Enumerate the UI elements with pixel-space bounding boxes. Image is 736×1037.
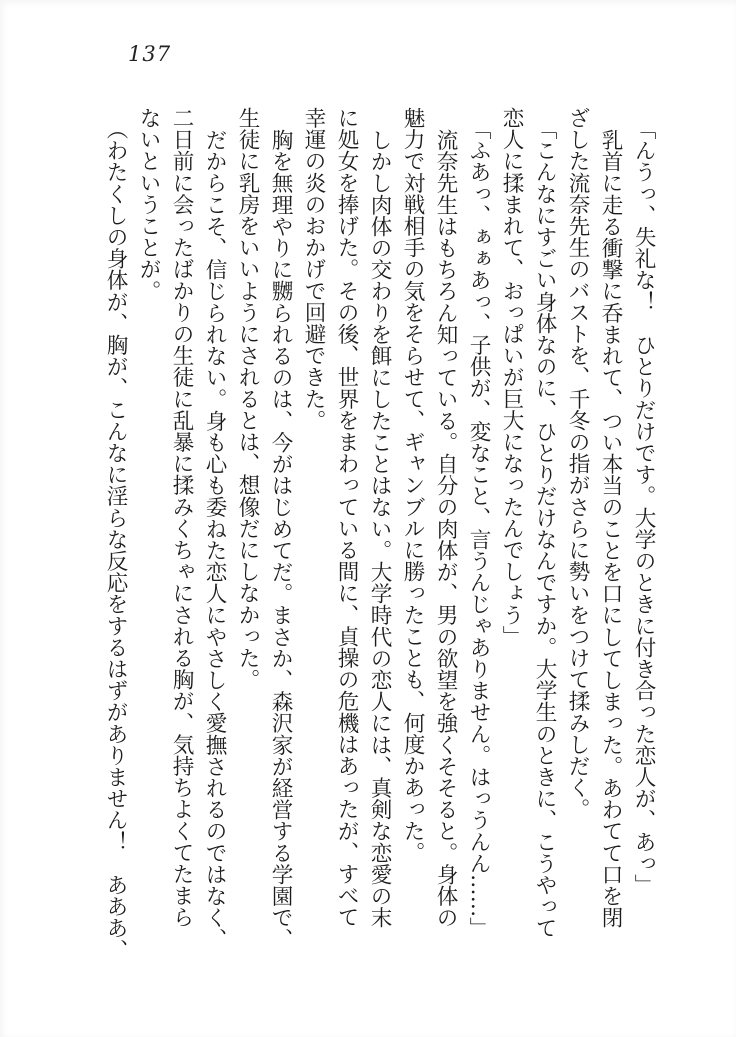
text-line: 生徒に乳房をいいようにされるとは、想像だにしなかった。 <box>235 107 260 691</box>
text-line: 恋人に揉まれて、おっぱいが巨大になったんでしょう」 <box>499 107 524 647</box>
novel-text-block <box>99 107 660 961</box>
text-line: 「ふあっ、ぁぁあっ、子供が、変なこと、言うんじゃありません。はっうんん……」 <box>466 117 491 939</box>
text-line: （わたくしの身体が、胸が、こんなに淫らな反応をするはずがありません！ あああ、 <box>103 117 128 961</box>
text-line: ないということが。 <box>136 107 161 302</box>
text-line: 乳首に走る衝撃に呑まれて、つい本当のことを口にしてしまった。あわてて口を閉 <box>598 128 623 928</box>
text-line: 魅力で対戦相手の気をそらせて、ギャンブルに勝ったことも、何度かあった。 <box>400 107 425 863</box>
text-line: に処女を捧げた。その後、世界をまわっている間に、貞操の危機はあったが、すべて <box>334 107 359 928</box>
text-line: ざした流奈先生のバストを、千冬の指がさらに勢いをつけて揉みしだく。 <box>565 107 590 820</box>
text-line: 「んうっ、失礼な！ ひとりだけです。大学のときに付き合った恋人が、あっ」 <box>631 117 656 896</box>
page-number: 137 <box>128 42 172 66</box>
text-line: 二日前に会ったばかりの生徒に乱暴に揉みくちゃにされる胸が、気持ちよくてたまら <box>169 107 194 928</box>
text-line: だからこそ、信じられない。身も心も委ねた恋人にやさしく愛撫されるのではなく、 <box>202 128 227 950</box>
text-line: 幸運の炎のおかげで回避できた。 <box>301 107 326 431</box>
text-line: 流奈先生はもちろん知っている。自分の肉体が、男の欲望を強くそそると。身体の <box>433 128 458 928</box>
text-line: 胸を無理やりに嬲られるのは、今がはじめてだ。まさか、森沢家が経営する学園で、 <box>268 128 293 950</box>
text-line: 「こんなにすごい身体なのに、ひとりだけなんですか。大学生のときに、こうやって <box>532 117 557 939</box>
text-line: しかし肉体の交わりを餌にしたことはない。大学時代の恋人には、真剣な恋愛の末 <box>367 128 392 928</box>
